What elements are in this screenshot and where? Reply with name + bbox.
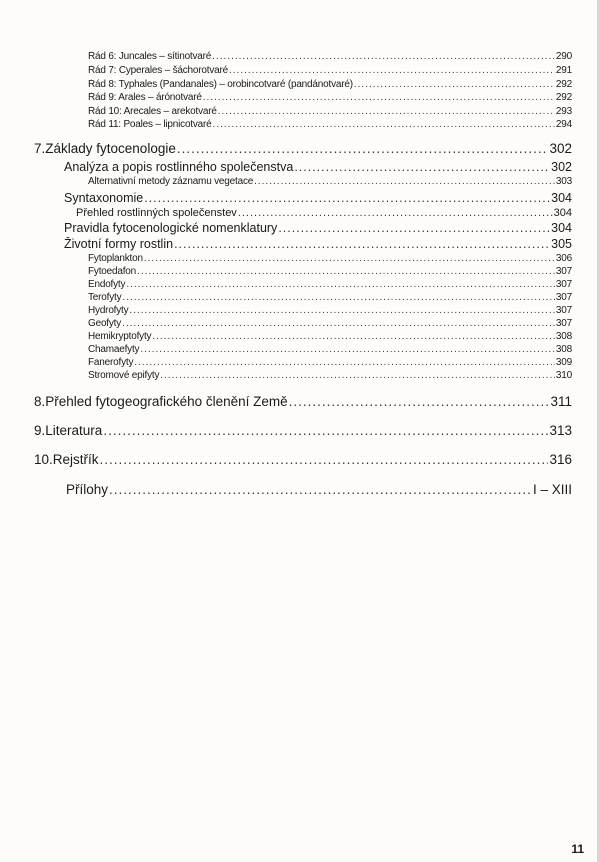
toc-appendix-entry[interactable] bbox=[66, 482, 572, 497]
toc-entry-page: 302 bbox=[551, 160, 572, 174]
toc-entry-page: 292 bbox=[555, 79, 572, 90]
leader-dots bbox=[177, 141, 549, 156]
toc-entry-page: 307 bbox=[555, 266, 572, 277]
leader-dots bbox=[174, 237, 550, 251]
toc-entry-title: Přílohy bbox=[66, 482, 109, 497]
toc-entry-title: Hemikryptofyty bbox=[88, 331, 152, 342]
toc-entry-page: 303 bbox=[555, 176, 572, 187]
toc-entry-page: 316 bbox=[549, 452, 572, 467]
toc-entry-title: Stromové epifyty bbox=[88, 370, 160, 381]
toc-entry-page: 308 bbox=[555, 344, 572, 355]
leader-dots bbox=[289, 394, 550, 409]
toc-entry-page: 304 bbox=[551, 191, 572, 205]
toc-entry-title: Endofyty bbox=[88, 279, 126, 290]
toc-entry-title: Přehled rostlinných společenstev bbox=[76, 207, 237, 219]
toc-entry-title: Řád 9: Arales – árónotvaré bbox=[88, 92, 202, 103]
toc-entry-title: Fanerofyty bbox=[88, 357, 134, 368]
toc-entry-title: Řád 8: Typhales (Pandanales) – orobincotvaré (pandánotvaré) bbox=[88, 79, 353, 90]
toc-entry[interactable] bbox=[88, 92, 572, 103]
toc-section-entry[interactable] bbox=[64, 237, 572, 251]
leader-dots bbox=[238, 207, 553, 219]
toc-entry-page: 292 bbox=[555, 92, 572, 103]
leader-dots bbox=[134, 357, 555, 368]
leader-dots bbox=[354, 79, 555, 90]
toc-entry-page: 304 bbox=[551, 221, 572, 235]
toc-entry-title: Geofyty bbox=[88, 318, 122, 329]
toc-entry[interactable] bbox=[88, 318, 572, 329]
toc-entry-page: 309 bbox=[555, 357, 572, 368]
leader-dots bbox=[278, 221, 550, 235]
toc-entry-title: Literatura bbox=[45, 423, 103, 438]
leader-dots bbox=[140, 344, 555, 355]
toc-entry-title: Životní formy rostlin bbox=[64, 237, 174, 251]
page-number: 11 bbox=[571, 842, 584, 856]
toc-entry-page: 307 bbox=[555, 292, 572, 303]
toc-entry-page: 294 bbox=[555, 119, 572, 130]
toc-entry[interactable] bbox=[76, 207, 572, 219]
leader-dots bbox=[126, 279, 555, 290]
toc-entry-page: 306 bbox=[555, 253, 572, 264]
toc-entry[interactable] bbox=[88, 176, 572, 187]
toc-entry-page: 307 bbox=[555, 305, 572, 316]
toc-entry-title: Fytoplankton bbox=[88, 253, 143, 264]
toc-entry-page: 313 bbox=[549, 423, 572, 438]
toc-entry-title: Pravidla fytocenologické nomenklatury bbox=[64, 221, 278, 235]
toc-section-entry[interactable] bbox=[64, 191, 572, 205]
toc-chapter-number: 9. bbox=[34, 423, 46, 438]
toc-section-entry[interactable] bbox=[64, 160, 572, 174]
toc-entry[interactable] bbox=[88, 357, 572, 368]
toc-chapter-number: 8. bbox=[34, 394, 46, 409]
toc-entry-title: Fytoedafon bbox=[88, 266, 137, 277]
leader-dots bbox=[203, 92, 555, 103]
toc-entry-title: Řád 7: Cyperales – šáchorotvaré bbox=[88, 65, 228, 76]
toc-entry[interactable] bbox=[88, 266, 572, 277]
toc-entry[interactable] bbox=[88, 119, 572, 130]
leader-dots bbox=[254, 176, 555, 187]
toc-entry-page: 302 bbox=[549, 141, 572, 156]
toc-entry[interactable] bbox=[88, 279, 572, 290]
toc-entry-title: Rejstřík bbox=[52, 452, 99, 467]
leader-dots bbox=[109, 482, 532, 497]
leader-dots bbox=[100, 452, 549, 467]
leader-dots bbox=[129, 305, 554, 316]
leader-dots bbox=[160, 370, 555, 381]
toc-entry-title: Chamaefyty bbox=[88, 344, 140, 355]
leader-dots bbox=[229, 65, 555, 76]
toc-entry-page: 310 bbox=[555, 370, 572, 381]
toc-entry[interactable] bbox=[88, 106, 572, 117]
toc-entry[interactable] bbox=[88, 51, 572, 62]
toc-entry-title: Hydrofyty bbox=[88, 305, 129, 316]
toc-entry-title: Řád 6: Juncales – sítinotvaré bbox=[88, 51, 212, 62]
toc-chapter-number: 10. bbox=[34, 452, 53, 467]
leader-dots bbox=[122, 292, 554, 303]
toc-entry[interactable] bbox=[88, 370, 572, 381]
toc-entry-title: Terofyty bbox=[88, 292, 122, 303]
leader-dots bbox=[213, 119, 555, 130]
leader-dots bbox=[144, 253, 555, 264]
toc-entry[interactable] bbox=[88, 79, 572, 90]
toc-entry[interactable] bbox=[88, 292, 572, 303]
toc-entry-page: 307 bbox=[555, 318, 572, 329]
toc-entry-page: 305 bbox=[551, 237, 572, 251]
toc-entry-title: Alternativní metody záznamu vegetace bbox=[88, 176, 254, 187]
leader-dots bbox=[218, 106, 555, 117]
toc-chapter-number: 7. bbox=[34, 141, 46, 156]
toc-entry-title: Syntaxonomie bbox=[64, 191, 144, 205]
toc-chapter-entry[interactable] bbox=[34, 452, 572, 467]
toc-entry[interactable] bbox=[88, 344, 572, 355]
toc-entry-page: 293 bbox=[555, 106, 572, 117]
toc-chapter-entry[interactable] bbox=[34, 423, 572, 438]
toc-entry[interactable] bbox=[88, 331, 572, 342]
toc-chapter-entry[interactable] bbox=[34, 394, 572, 409]
toc-entry-page: 291 bbox=[555, 65, 572, 76]
toc-entry[interactable] bbox=[88, 65, 572, 76]
toc-entry[interactable] bbox=[88, 253, 572, 264]
toc-entry-page: 304 bbox=[553, 207, 572, 219]
leader-dots bbox=[294, 160, 550, 174]
toc-entry-title: Řád 11: Poales – lipnicotvaré bbox=[88, 119, 212, 130]
toc-entry-title: Přehled fytogeografického členění Země bbox=[45, 394, 288, 409]
toc-entry-page: 290 bbox=[555, 51, 572, 62]
toc-entry-title: Analýza a popis rostlinného společenstva bbox=[64, 160, 294, 174]
leader-dots bbox=[122, 318, 555, 329]
leader-dots bbox=[103, 423, 548, 438]
toc-entry-title: Řád 10: Arecales – arekotvaré bbox=[88, 106, 217, 117]
toc-entry-title: Základy fytocenologie bbox=[45, 141, 176, 156]
toc-chapter-entry[interactable] bbox=[34, 141, 572, 156]
toc-section-entry[interactable] bbox=[64, 221, 572, 235]
toc-entry-page: 311 bbox=[550, 394, 572, 409]
leader-dots bbox=[152, 331, 555, 342]
leader-dots bbox=[144, 191, 550, 205]
leader-dots bbox=[137, 266, 555, 277]
leader-dots bbox=[212, 51, 555, 62]
toc-entry-page: I – XIII bbox=[532, 482, 572, 497]
toc-entry[interactable] bbox=[88, 305, 572, 316]
toc-entry-page: 308 bbox=[555, 331, 572, 342]
toc-entry-page: 307 bbox=[555, 279, 572, 290]
